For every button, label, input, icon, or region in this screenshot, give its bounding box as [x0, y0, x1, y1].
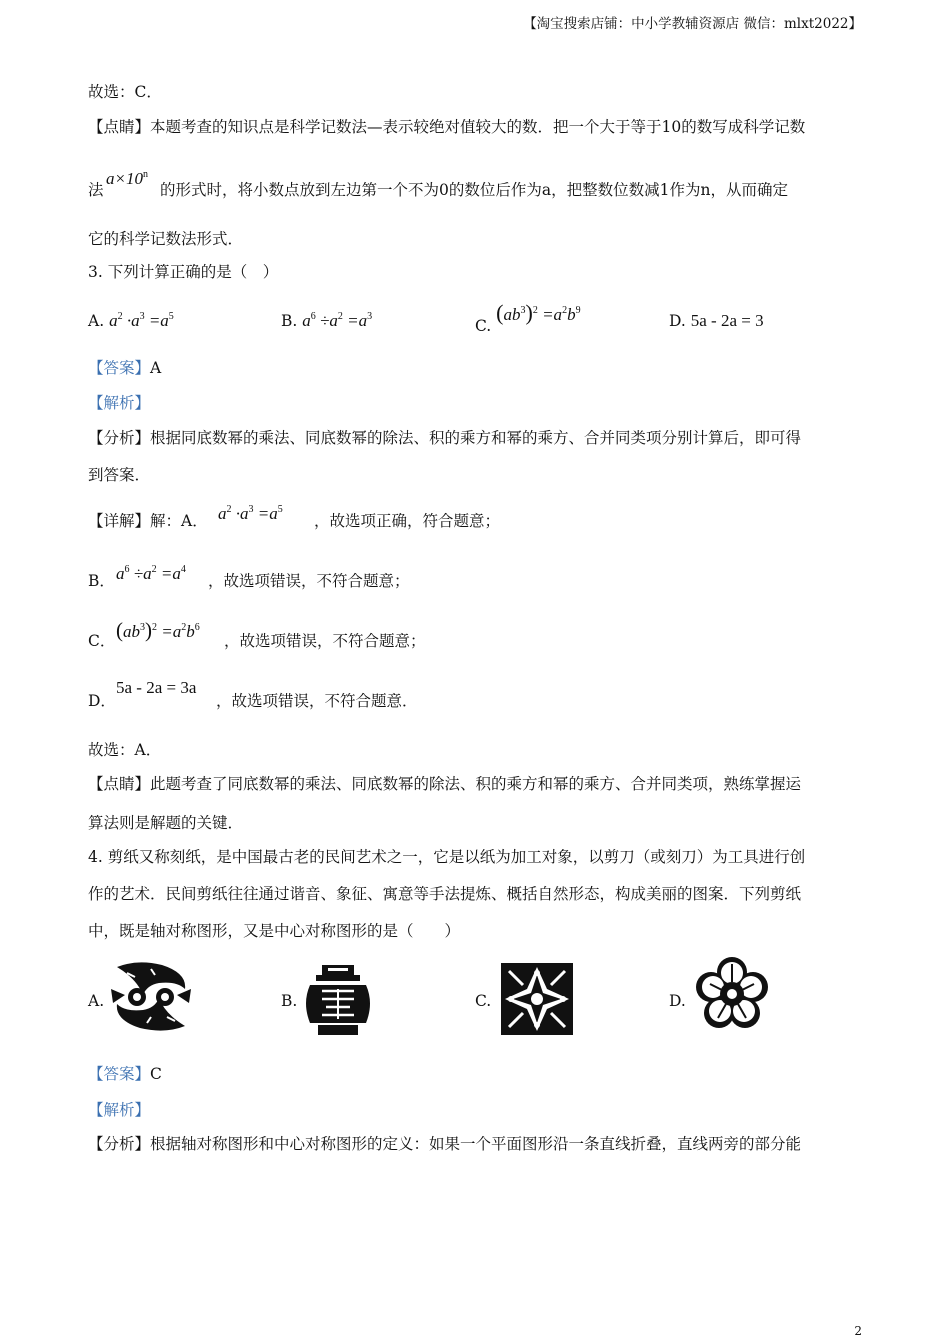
q2-tip-line3: 它的科学记数法形式． — [88, 230, 244, 248]
q4-analysis-line1: 【分析】根据轴对称图形和中心对称图形的定义：如果一个平面图形沿一条直线折叠，直线两旁的部分能 — [88, 1135, 802, 1153]
page-number: 2 — [854, 1324, 862, 1338]
q3-analysis-line2: 到答案． — [88, 466, 151, 484]
q3-stem: 3. 下列计算正确的是（ ） — [88, 263, 279, 281]
q3-analysis-tag: 【解析】 — [88, 394, 151, 412]
q4-option-d-label: D. — [669, 992, 686, 1010]
q3-tip-line2: 算法则是解题的关键． — [88, 814, 244, 832]
q4-answer: 【答案】C — [88, 1065, 162, 1083]
q4-stem-line2: 作的艺术．民间剪纸往往通过谐音、象征、寓意等手法提炼、概括自然形态，构成美丽的图案．下列剪纸 — [88, 885, 802, 903]
q3-tip-line1: 【点睛】此题考查了同底数幂的乘法、同底数幂的除法、积的乘方和幂的乘方、合并同类项，熟练掌握运 — [88, 775, 802, 793]
q3-detail-d: D． 5a - 2a = 3a ，故选项错误，不符合题意． — [88, 678, 418, 710]
q3-detail-a: 【详解】解：A． $a^2 \cdot a^3 =a^5$ ，故选项正确，符合题意； — [88, 504, 501, 530]
q2-tip-line2: 法 $a\times 10^n$ 的形式时，将小数点放到左边第一个不为0的数位后作为a，把整数位数减1作为n，从而确定 — [88, 165, 862, 205]
q4-stem-line3: 中，既是轴对称图形，又是中心对称图形的是（ ） — [88, 922, 461, 940]
q4-option-c-label: C. — [475, 992, 492, 1010]
q4-stem-line1: 4. 剪纸又称刻纸，是中国最古老的民间艺术之一，它是以纸为加工对象，以剪刀（或刻刀）为工具进行创 — [88, 848, 806, 866]
q3-detail-b: B． $a^6 \div a^2 =a^4$ ，故选项错误，不符合题意； — [88, 564, 410, 590]
papercut-square-pattern-icon — [497, 959, 577, 1039]
q3-option-d: D. 5a - 2a = 3 — [669, 311, 764, 330]
sci-notation-formula: $a\times 10^n$ — [106, 169, 148, 188]
q3-option-b: B. $a^6 \div a^2 =a^3$ — [281, 311, 373, 330]
q3-option-c: C. $(ab^3)^2 =a^2b^9$ — [475, 300, 581, 335]
q3-answer: 【答案】A — [88, 359, 162, 377]
q3-choice: 故选：A． — [88, 741, 162, 759]
q2-tip-line1: 【点睛】本题考查的知识点是科学记数法—表示较绝对值较大的数．把一个大于等于10的数写成科学记数 — [88, 118, 806, 136]
q4-option-a-label: A. — [88, 992, 105, 1010]
q4-option-b-label: B. — [281, 992, 298, 1010]
q3-option-a: A. $a^2 \cdot a^3 =a^5$ — [88, 311, 174, 330]
papercut-fish-icon — [107, 959, 195, 1034]
papercut-flower-icon — [694, 956, 770, 1032]
q4-analysis-tag: 【解析】 — [88, 1101, 151, 1119]
page-header: 【淘宝搜索店铺：中小学教辅资源店 微信：mlxt2022】 — [523, 16, 862, 32]
q3-detail-c: C． $(ab^3)^2 =a^2b^6$ ，故选项错误，不符合题意； — [88, 618, 426, 650]
q2-choice: 故选：C． — [88, 83, 162, 101]
q3-analysis-line1: 【分析】根据同底数幂的乘法、同底数幂的除法、积的乘方和幂的乘方、合并同类项分别计算后，即可得 — [88, 429, 802, 447]
papercut-vase-icon — [300, 963, 376, 1037]
